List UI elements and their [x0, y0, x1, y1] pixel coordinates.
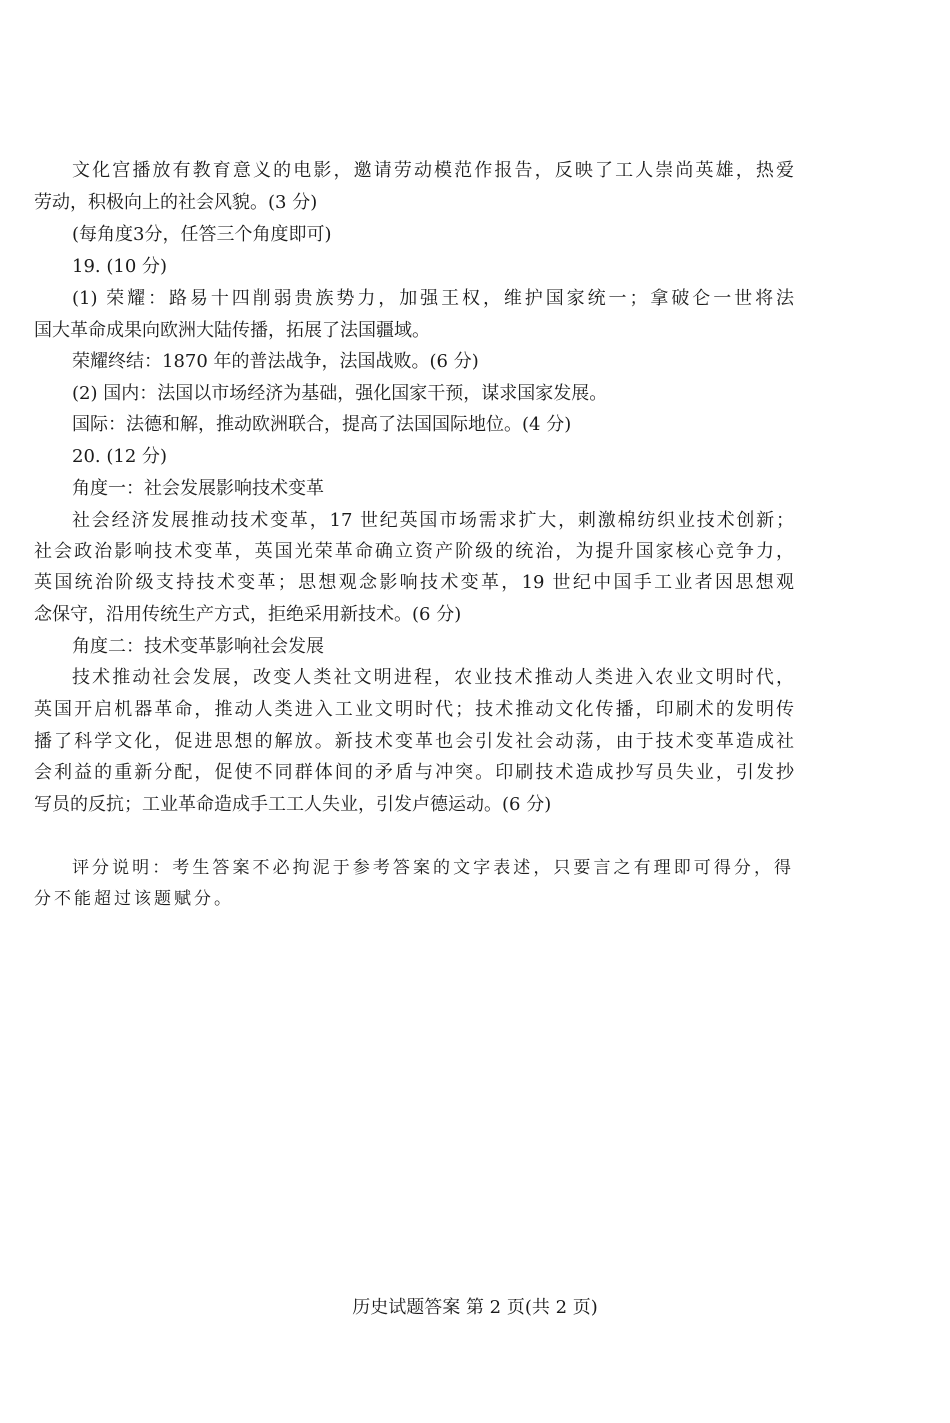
text-line: 荣耀终结：1870 年的普法战争，法国战败。(6 分) [72, 351, 479, 372]
text-line: 国际：法德和解，推动欧洲联合，提高了法国国际地位。(4 分) [72, 414, 572, 435]
text-line: 社会政治影响技术变革，英国光荣革命确立资产阶级的统治，为提升国家核心竞争力， [34, 541, 794, 562]
text-line: 技术推动社会发展，改变人类社文明进程，农业技术推动人类进入农业文明时代， [72, 667, 794, 688]
text-line: 劳动，积极向上的社会风貌。(3 分) [34, 192, 318, 213]
question-number: 20. (12 分) [72, 446, 168, 467]
text-line: (每角度3分，任答三个角度即可) [72, 224, 332, 245]
section-heading: 角度二：技术变革影响社会发展 [72, 636, 324, 657]
section-heading: 角度一：社会发展影响技术变革 [72, 478, 324, 499]
grading-note: 分不能超过该题赋分。 [34, 889, 234, 909]
text-line: 念保守，沿用传统生产方式，拒绝采用新技术。(6 分) [34, 604, 462, 625]
text-line: 会利益的重新分配，促使不同群体间的矛盾与冲突。印刷技术造成抄写员失业，引发抄 [34, 762, 794, 783]
text-line: 文化宫播放有教育意义的电影，邀请劳动模范作报告，反映了工人崇尚英雄，热爱 [72, 160, 794, 181]
text-line: (1) 荣耀：路易十四削弱贵族势力，加强王权，维护国家统一；拿破仑一世将法 [72, 288, 794, 309]
text-line: 社会经济发展推动技术变革，17 世纪英国市场需求扩大，刺激棉纺织业技术创新； [72, 510, 794, 531]
text-line: 英国统治阶级支持技术变革；思想观念影响技术变革，19 世纪中国手工业者因思想观 [34, 572, 794, 593]
question-number: 19. (10 分) [72, 256, 168, 277]
text-line: 写员的反抗；工业革命造成手工工人失业，引发卢德运动。(6 分) [34, 794, 552, 815]
text-line: 英国开启机器革命，推动人类进入工业文明时代；技术推动文化传播，印刷术的发明传 [34, 699, 794, 720]
page-footer: 历史试题答案 第 2 页(共 2 页) [352, 1297, 598, 1318]
text-line: 国大革命成果向欧洲大陆传播，拓展了法国疆域。 [34, 320, 430, 341]
text-line: 播了科学文化，促进思想的解放。新技术变革也会引发社会动荡，由于技术变革造成社 [34, 731, 794, 752]
text-line: (2) 国内：法国以市场经济为基础，强化国家干预，谋求国家发展。 [72, 383, 608, 404]
grading-note: 评分说明：考生答案不必拘泥于参考答案的文字表述，只要言之有理即可得分，得 [72, 858, 794, 878]
